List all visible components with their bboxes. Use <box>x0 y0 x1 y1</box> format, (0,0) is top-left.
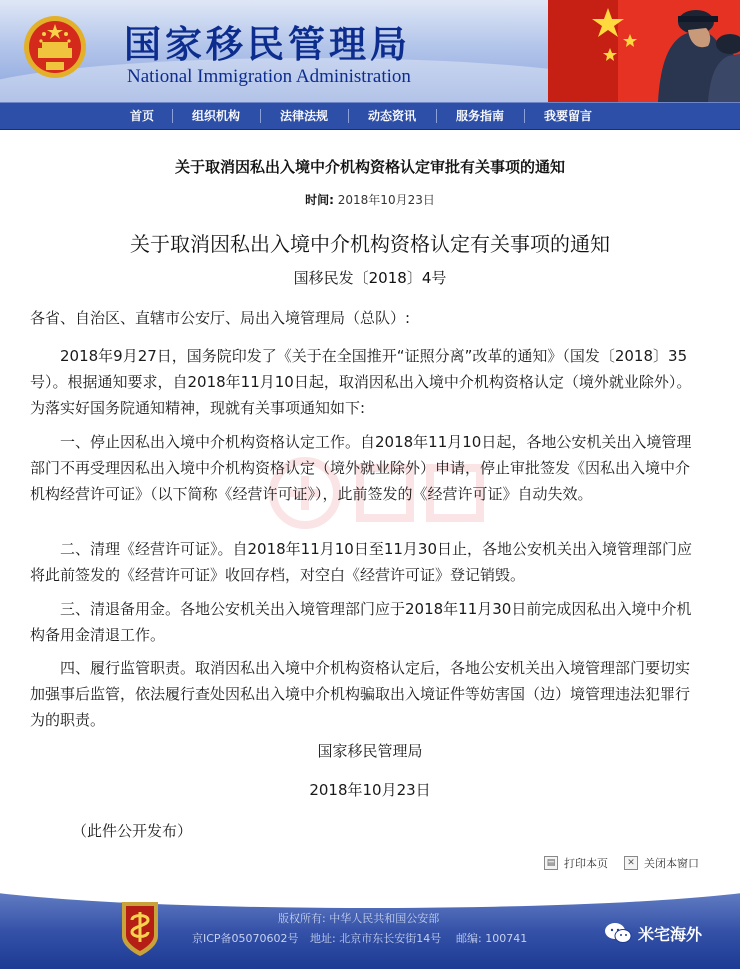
close-window-button[interactable] <box>624 855 699 871</box>
wechat-account-name: 米宅海外 <box>638 924 703 944</box>
wechat-icon <box>604 921 632 945</box>
header-banner <box>0 0 740 102</box>
nav-divider <box>524 109 525 123</box>
paragraph-item-3: 三、清退备用金。各地公安机关出入境管理部门应于2018年11月30日前完成因私出入境中介机构备用金清退工作。 <box>30 600 692 644</box>
main-nav <box>0 102 740 130</box>
paragraph-item-2: 二、清理《经营许可证》。自2018年11月10日至11月30日止，各地公安机关出入境管理部门应将此前签发的《经营许可证》收回存档，对空白《经营许可证》登记销毁。 <box>30 540 693 584</box>
site-title: 国家移民管理局 <box>124 22 411 66</box>
nav-item-laws[interactable]: 法律法规 <box>279 109 328 123</box>
footer-address: 地址: 北京市东长安街14号 <box>310 932 442 945</box>
nav-item-service-guide[interactable]: 服务指南 <box>455 109 504 123</box>
nav-item-leave-message[interactable]: 我要留言 <box>543 109 592 123</box>
paragraph-item-4: 四、履行监管职责。取消因私出入境中介机构资格认定后，各地公安机关出入境管理部门要切实加强事后监管，依法履行查处因私出入境中介机构骗取出入境证件等妨害国（边）境管理违法犯罪行为的职责。 <box>30 659 691 729</box>
page-heading: 关于取消因私出入境中介机构资格认定审批有关事项的通知 <box>174 158 565 176</box>
police-badge-icon <box>118 896 162 958</box>
wechat-account-watermark <box>604 921 702 945</box>
document-number: 国移民发〔2018〕4号 <box>293 269 447 287</box>
signature-date: 2018年10月23日 <box>309 781 431 799</box>
document-title: 关于取消因私出入境中介机构资格认定有关事项的通知 <box>130 232 610 256</box>
close-window-label: 关闭本窗口 <box>644 857 699 870</box>
paragraph-intro: 2018年9月27日，国务院印发了《关于在全国推开“证照分离”改革的通知》（国发〔2018〕35号）。根据通知要求，自2018年11月10日起，取消因私出入境中介机构资格认定（境外就业除外）。为落实好国务院通知精神，现就有关事项通知如下: <box>30 347 692 417</box>
footer-postcode: 邮编: 100741 <box>456 932 528 945</box>
flag-and-officers-image <box>548 0 740 102</box>
time-value: 2018年10月23日 <box>337 193 435 207</box>
nav-divider <box>436 109 437 123</box>
nav-divider <box>172 109 173 123</box>
site-subtitle: National Immigration Administration <box>127 66 411 87</box>
nav-divider <box>348 109 349 123</box>
close-icon: ✕ <box>624 856 638 870</box>
nav-divider <box>260 109 261 123</box>
nav-item-home[interactable]: 首页 <box>129 109 154 123</box>
paragraph-item-1: 一、停止因私出入境中介机构资格认定工作。自2018年11月10日起，各地公安机关出入境管理部门不再受理因私出入境中介机构资格认定（境外就业除外）申请，停止审批签发《因私出入境中介机构经营许可证》（以下简称《经营许可证》），此前签发的《经营许可证》自动失效。 <box>30 433 692 503</box>
footer-icp[interactable]: 京ICP备05070602号 <box>192 932 299 945</box>
time-label: 时间: <box>305 193 334 207</box>
printer-icon: ▤ <box>544 856 558 870</box>
print-page-label: 打印本页 <box>564 857 608 870</box>
footer-curve <box>0 884 740 908</box>
nav-item-news[interactable]: 动态资讯 <box>367 109 416 123</box>
print-page-button[interactable] <box>544 855 608 871</box>
publish-time <box>0 191 740 208</box>
footer-copyright: 版权所有: 中华人民共和国公安部 <box>278 912 440 925</box>
nav-item-organization[interactable]: 组织机构 <box>191 109 240 123</box>
signature-org: 国家移民管理局 <box>317 742 423 760</box>
salutation: 各省、自治区、直辖市公安厅、局出入境管理局（总队）: <box>30 309 411 327</box>
publish-note: （此件公开发布） <box>72 822 193 840</box>
national-emblem-icon <box>22 14 88 80</box>
